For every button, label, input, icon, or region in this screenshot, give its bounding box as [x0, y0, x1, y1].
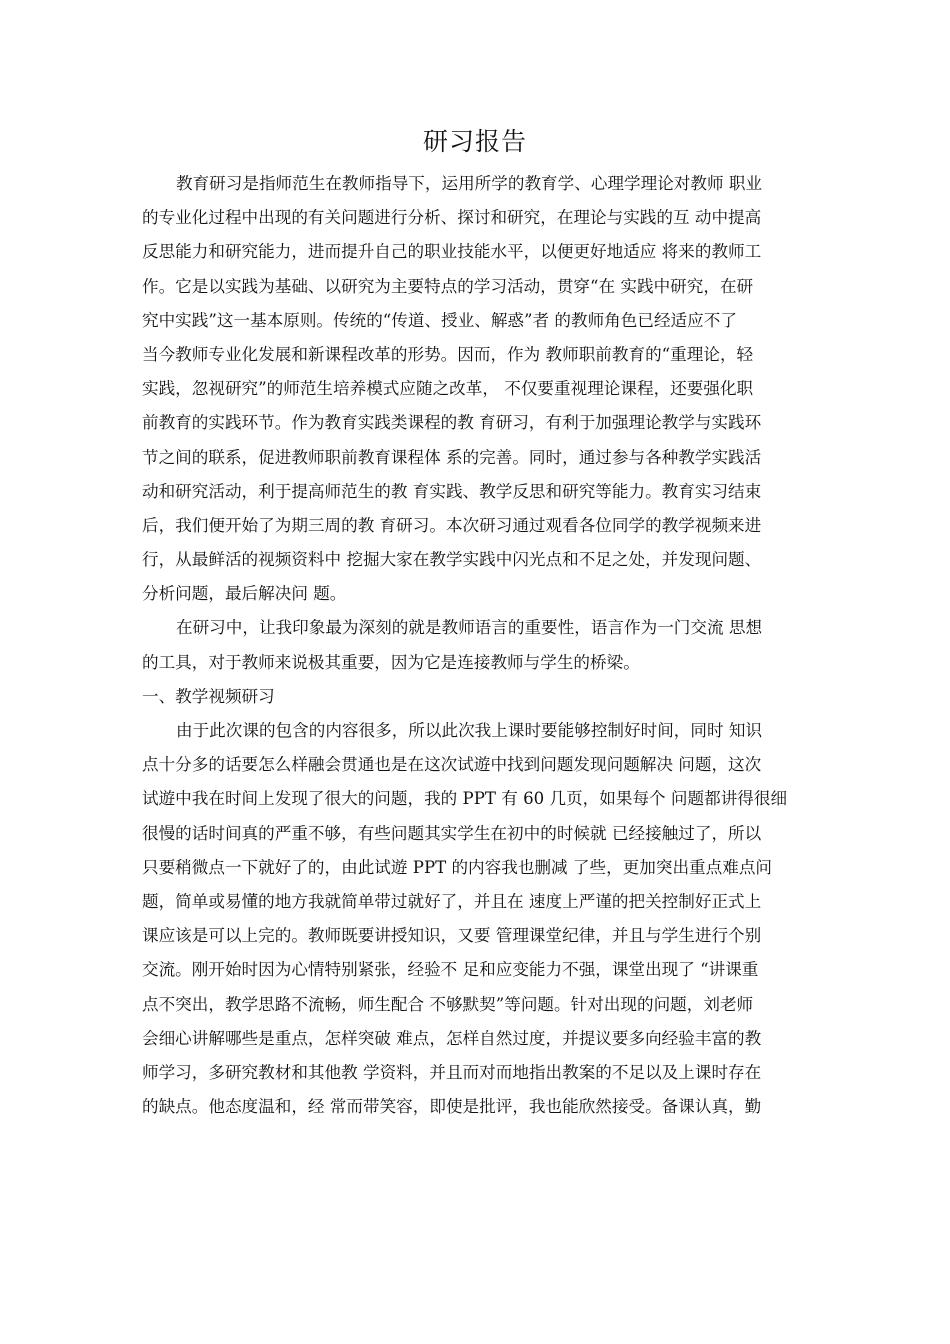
text-line: 动和研究活动，利于提高师范生的教 育实践、教学反思和研究等能力。教育实习结束: [142, 481, 762, 501]
text-line: 很慢的话时间真的严重不够，有些问题其实学生在初中的时候就 已经接触过了，所以: [142, 823, 762, 843]
text-line: 试遊中我在时间上发现了很大的问题，我的 PPT 有 60 几页，如果每个 问题都讲得很细: [142, 789, 788, 809]
text-line: 作。它是以实践为基础、以研究为主要特点的学习活动，贯穿“在 实践中研究，在研: [142, 276, 754, 296]
text-line: 的工具，对于教师来说极其重要，因为它是连接教师与学生的桥梁。: [142, 652, 640, 672]
text-line: 前教育的实践环节。作为教育实践类课程的教 育研习，有利于加强理论教学与实践环: [142, 413, 762, 433]
text-line: 师学习，多研究教材和其他教 学资料，并且而对而地指出教案的不足以及上课时存在: [142, 1062, 762, 1082]
text-line: 的专业化过程中出现的有关问题进行分析、探讨和研究，在理论与实践的互 动中提高: [142, 208, 762, 228]
text-line: 反思能力和研究能力，进而提升自己的职业技能水平，以便更好地适应 将来的教师工: [142, 242, 762, 262]
document-body: [142, 167, 812, 1124]
text-line: 节之间的联系，促进教师职前教育课程体 系的完善。同时，通过参与各种教学实践活: [142, 447, 762, 467]
text-line: 点十分多的话要怎么样融会贯通也是在这次试遊中找到问题发现问题解决 问题，这次: [142, 755, 762, 775]
text-line: 的缺点。他态度温和，经 常而带笑容，即使是批评，我也能欣然接受。备课认真，勤: [142, 1097, 762, 1117]
paragraph-video-study: [142, 714, 812, 1124]
text-line: 点不突出，教学思路不流畅，师生配合 不够默契”等问题。针对出现的问题，刘老师: [142, 994, 754, 1014]
text-line: 在研习中，让我印象最为深刻的就是教师语言的重要性，语言作为一门交流 思想: [176, 618, 763, 638]
paragraph-language: [142, 611, 812, 679]
text-line: 题，简单或易懂的地方我就简单带过就好了，并且在 速度上严谨的把关控制好正式上: [142, 891, 762, 911]
text-line: 当今教师专业化发展和新课程改革的形势。因而，作为 教师职前教育的“重理论，轻: [142, 344, 754, 364]
paragraph-intro: [142, 167, 812, 611]
text-line: 实践，忽视研究”的师范生培养模式应随之改革， 不仅要重视理论课程，还要强化职: [142, 379, 754, 399]
text-line: 交流。刚开始时因为心情特别紧张，经验不 足和应变能力不强，课堂出现了 “讲课重: [142, 960, 759, 980]
section-heading: [142, 680, 812, 714]
text-line: 分析问题，最后解决问 题。: [142, 584, 347, 604]
section-heading-text: 一、教学视频研习: [142, 686, 275, 706]
text-line: 行，从最鲜活的视频资料中 挖掘大家在教学实践中闪光点和不足之处，并发现问题、: [142, 550, 762, 570]
text-line: 会细心讲解哪些是重点，怎样突破 难点，怎样自然过度，并提议要多向经验丰富的教: [142, 1028, 762, 1048]
text-line: 由于此次课的包含的内容很多，所以此次我上课时要能够控制好时间，同时 知识: [176, 721, 763, 740]
text-line: 教育研习是指师范生在教师指导下，运用所学的教育学、心理学理论对教师 职业: [176, 174, 763, 193]
text-line: 课应该是可以上完的。教师既要讲授知识，又要 管理课堂纪律，并且与学生进行个别: [142, 926, 762, 946]
text-line: 究中实践”这一基本原则。传统的“传道、授业、解惑”者 的教师角色已经适应不了: [142, 310, 737, 330]
document-title: 研习报告: [422, 127, 527, 156]
text-line: 后，我们便开始了为期三周的教 育研习。本次研习通过观看各位同学的教学视频来进: [142, 515, 762, 535]
text-line: 只要稍微点一下就好了的，由此试遊 PPT 的内容我也删减 了些，更加突出重点难点问: [142, 857, 773, 877]
